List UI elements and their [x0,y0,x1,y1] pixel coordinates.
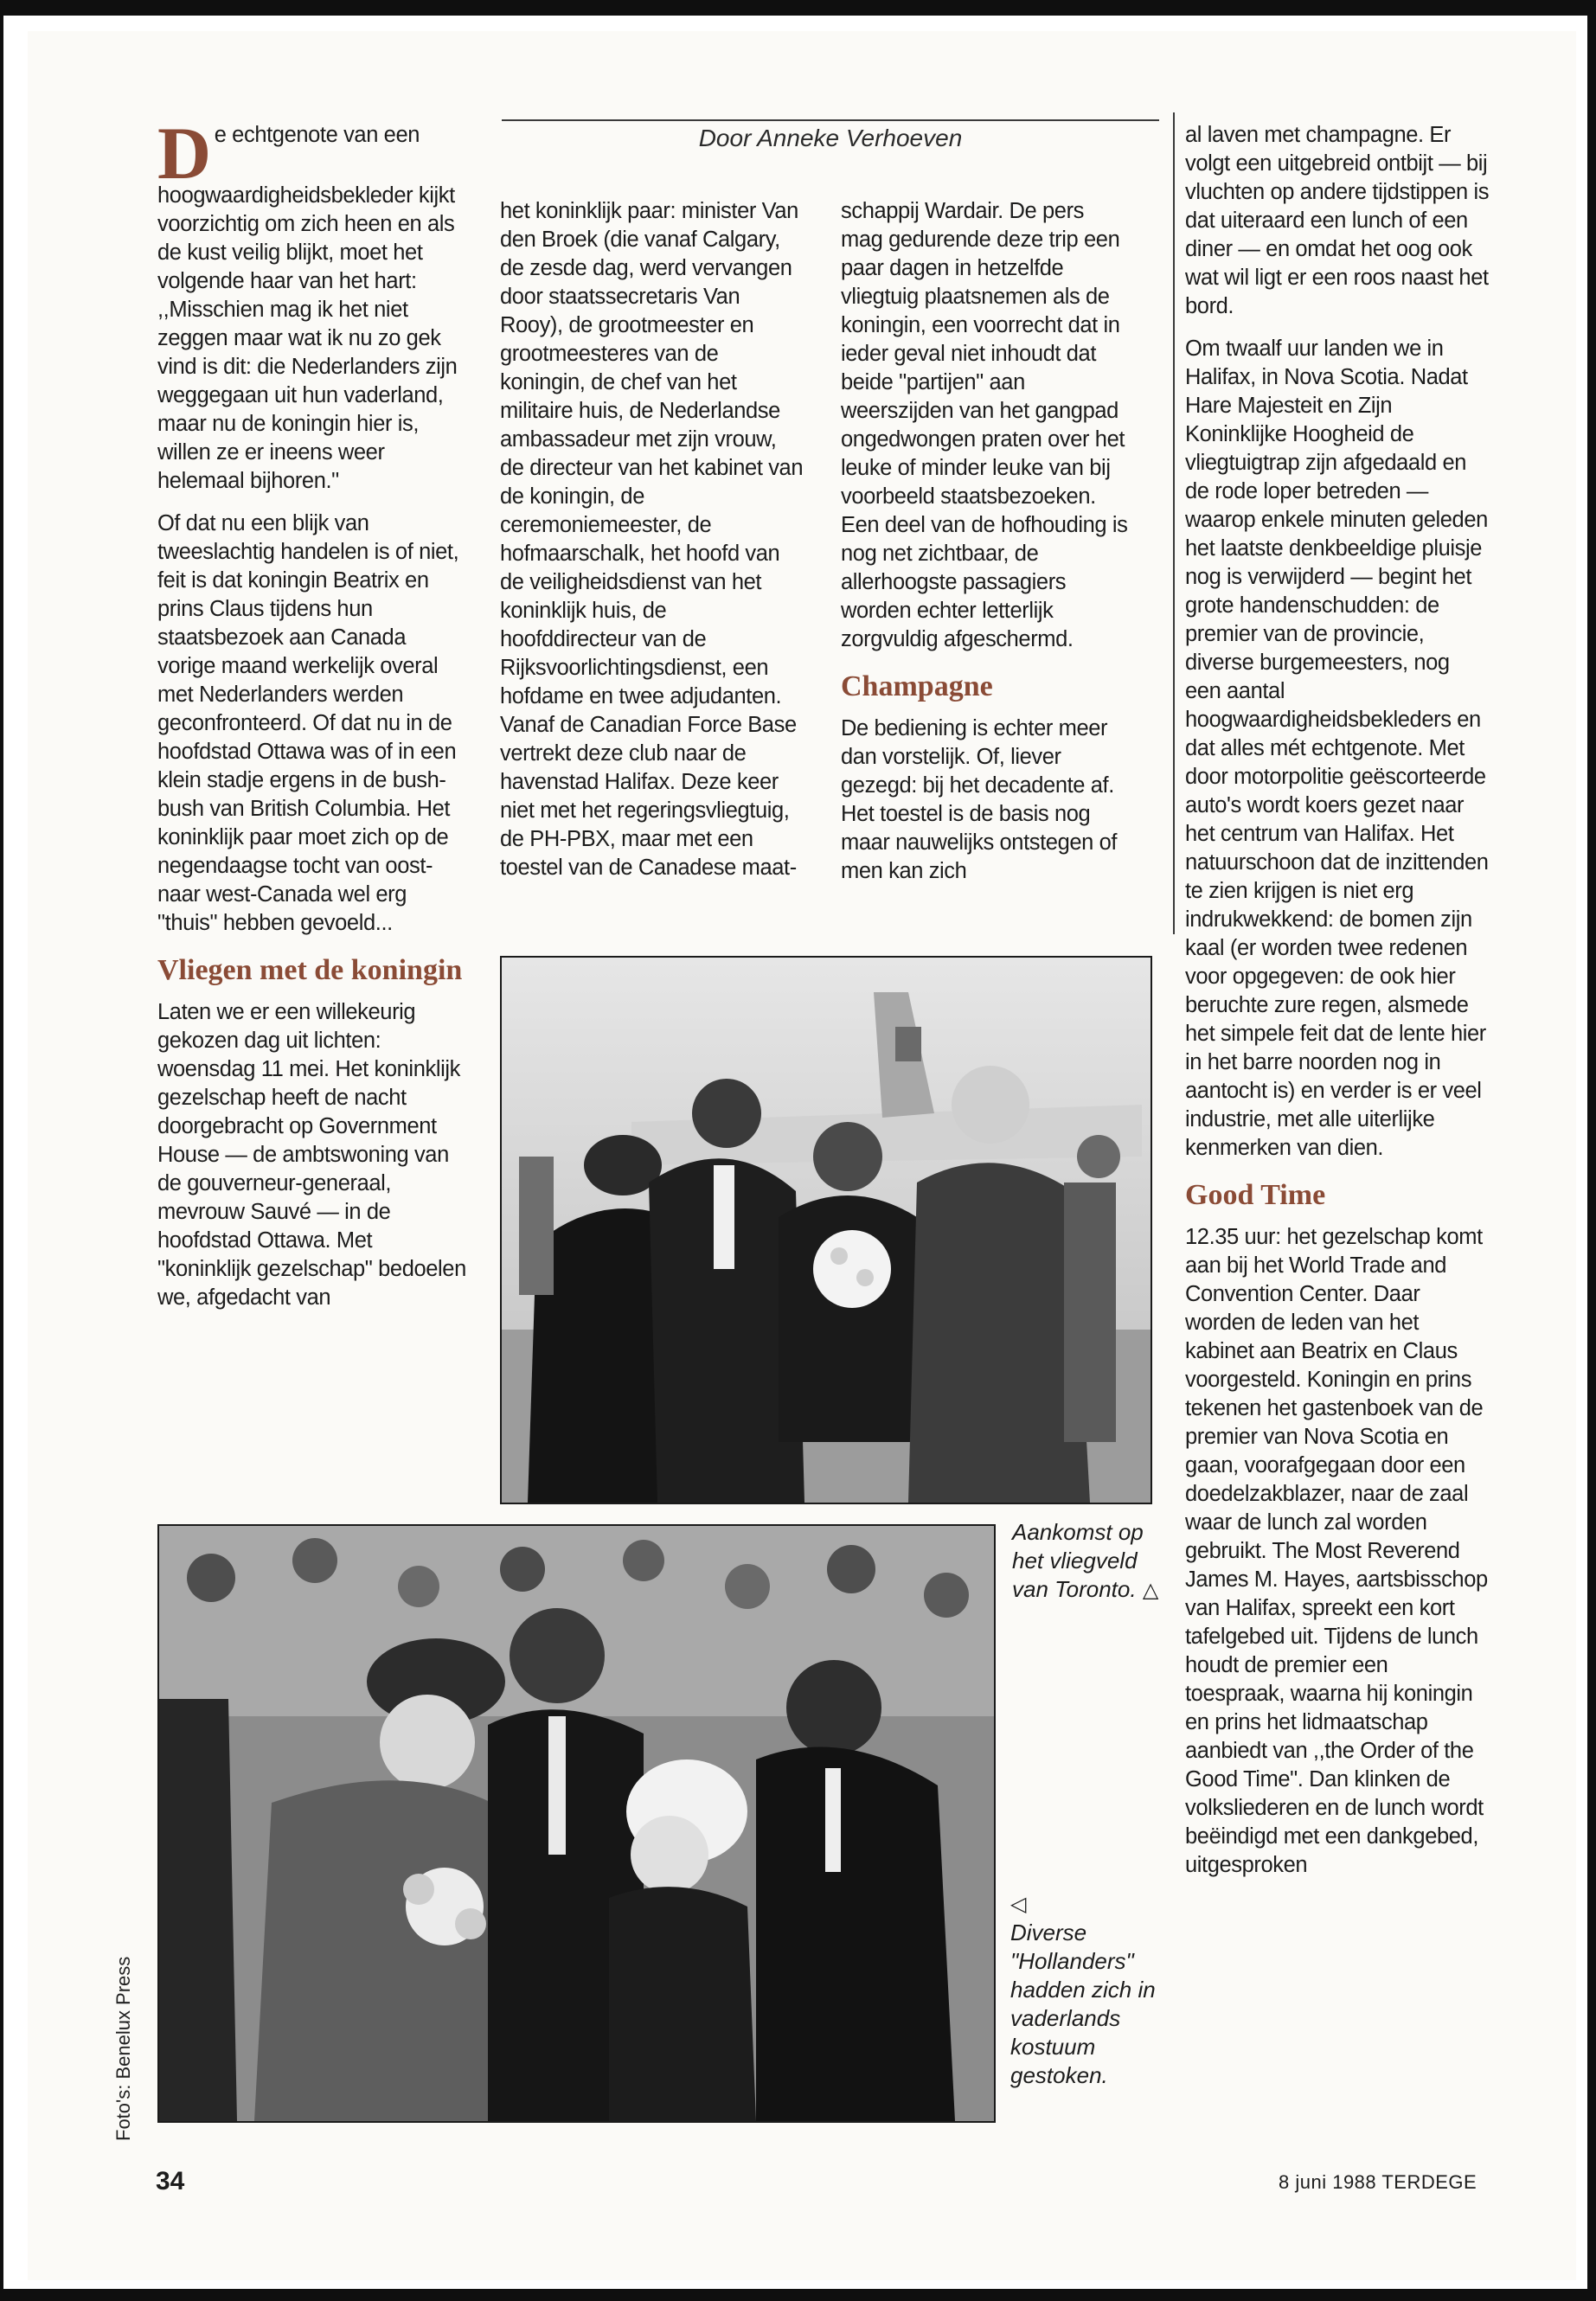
caption-dutch-costume [1010,1890,1157,2090]
paragraph: De bediening is echter meer dan vorstelijk. Of, liever gezegd: bij het decadente af. Het toestel is de basis nog maar nauwelijks ontstegen of men kan zich [841,716,1118,883]
section-heading-vliegen: Vliegen met de koningin [157,954,463,986]
caption-dutch-costume-text: Diverse "Hollanders" hadden zich in vaderlands kostuum gestoken. [1010,1920,1156,2088]
column-2 [500,197,804,896]
column-rule [1173,112,1175,934]
paragraph: al laven met champagne. Er volgt een uitgebreid ontbijt — bij vluchten op andere tijdstippen is dat uiteraard een lunch of een diner — en omdat het oog ook wat wil ligt er een roos naast het bord. [1185,123,1490,318]
column-4 [1185,121,1490,1894]
byline: Door Anneke Verhoeven [698,125,963,151]
intro-text: e echtgenote van een hoogwaardigheidsbekleder kijkt voorzichtig om zich heen en als de kust veilig blijkt, moet het volgende haar van het hart: ,,Misschien mag ik het niet zeggen maar wat ik nu zo gek vind is dit: die Nederlanders zijn weggegaan uit hun vaderland, maar nu de koningin hier is, willen ze er ineens weer helemaal bijhoren." [157,123,458,493]
intro-paragraph [157,112,469,496]
section-heading-good-time: Good Time [1185,1179,1326,1211]
photo-arrival-toronto [500,956,1152,1504]
photo-credit: Foto's: Benelux Press [112,1956,134,2141]
paragraph: schappij Wardair. De pers mag gedurende deze trip een paar dagen in hetzelfde vliegtuig plaatsnemen als de koningin, een voorrecht dat in ieder geval niet inhoudt dat beide "partijen" aan weerszijden van het gangpad ongedwongen praten over het leuke of minder leuke van bij voorbeeld staatsbezoeken. Een deel van de hofhouding is nog net zichtbaar, de allerhoogste passagiers worden echter letterlijk zorgvuldig afgeschermd. [841,199,1128,651]
scan-border-left [0,0,3,2301]
issue-line: 8 juni 1988 TERDEGE [1279,2171,1477,2193]
column-3 [841,197,1131,900]
photo-dutch-costume-crowd [157,1524,996,2123]
caption-arrival [1012,1518,1159,1605]
paragraph: Om twaalf uur landen we in Halifax, in Nova Scotia. Nadat Hare Majesteit en Zijn Koninklijke Hoogheid de vliegtuigtrap zijn afgedaald en de rode loper betreden — waarop enkele minuten geleden het laatste denkbeeldige pluisje nog is verwijderd — begint het grote handenschudden: de premier van de provincie, diverse burgemeesters, nog een aantal hoogwaardigheidsbekleders en dat alles mét echtgenote. Met door motorpolitie geëscorteerde auto's wordt koers gezet naar het centrum van Halifax. Het natuurschoon dat de inzittenden te zien krijgen is niet erg indrukwekkend: de bomen zijn kaal (er worden twee redenen voor opgegeven: de ook hier beruchte zure regen, alsmede het simpele feit dat de lente hier in het barre noorden nog in aantocht is) en verder is er veel industrie, met alle uiterlijke kenmerken van dien. [1185,336,1489,1160]
column-1 [157,112,469,1326]
paragraph: 12.35 uur: het gezelschap komt aan bij het World Trade and Convention Center. Daar worden de leden van het kabinet aan Beatrix en Claus voorgesteld. Koningin en prins tekenen het gastenboek van de premier van Nova Scotia en gaan, voorafgegaan door een doedelzakblazer, naar de zaal waar de lunch zal worden gebruikt. The Most Reverend James M. Hayes, aartsbisschop van Halifax, spreekt een kort tafelgebed uit. Tijdens de lunch houdt de premier een toespraak, waarna hij koningin en prins het lidmaatschap aanbiedt van ,,the Order of the Good Time". Dan klinken de volksliederen en de lunch wordt beëindigd met een dankgebed, uitgesproken [1185,1225,1488,1877]
drop-cap: D [157,112,211,195]
caption-arrival-text: Aankomst op het vliegveld van Toronto. [1012,1519,1144,1602]
paragraph: Of dat nu een blijk van tweeslachtig handelen is of niet, feit is dat koningin Beatrix en prins Claus tijdens hun staatsbezoek aan Canada vorige maand werkelijk overal met Nederlanders werden geconfronteerd. Of dat nu in de hoofdstad Ottawa was of in een klein stadje ergens in de bush-bush van British Columbia. Het koninklijk paar moet zich op de negendaagse tocht van oost- naar west-Canada wel erg "thuis" hebben gevoeld... [157,511,459,935]
scan-border-top [0,0,1596,16]
page-number: 34 [156,2167,185,2195]
section-heading-champagne: Champagne [841,670,993,702]
paragraph: Laten we er een willekeurig gekozen dag uit lichten: woensdag 11 mei. Het koninklijk gezelschap heeft de nacht doorgebracht op Government House — de ambtswoning van de gouverneur-generaal, mevrouw Sauvé — in de hoofdstad Ottawa. Met "koninklijk gezelschap" bedoelen we, afgedacht van [157,1000,466,1310]
scan-border-right [1587,0,1596,2301]
triangle-left-icon: ◁ [1010,1893,1027,1916]
triangle-up-icon: △ [1142,1579,1159,1602]
byline-rule [502,119,1159,121]
scan-border-bottom [0,2289,1596,2301]
paragraph: het koninklijk paar: minister Van den Broek (die vanaf Calgary, de zesde dag, werd vervangen door staatssecretaris Van Rooy), de grootmeester en grootmeesteres van de koningin, de chef van het militaire huis, de Nederlandse ambassadeur met zijn vrouw, de directeur van het kabinet van de koningin, de ceremoniemeester, de hofmaarschalk, het hoofd van de veiligheidsdienst van het koninklijk huis, de hoofddirecteur van de Rijksvoorlichtingsdienst, een hofdame en twee adjudanten. Vanaf de Canadian Force Base vertrekt deze club naar de havenstad Halifax. Deze keer niet met het regeringsvliegtuig, de PH-PBX, maar met een toestel van de Canadese maat- [500,199,804,880]
